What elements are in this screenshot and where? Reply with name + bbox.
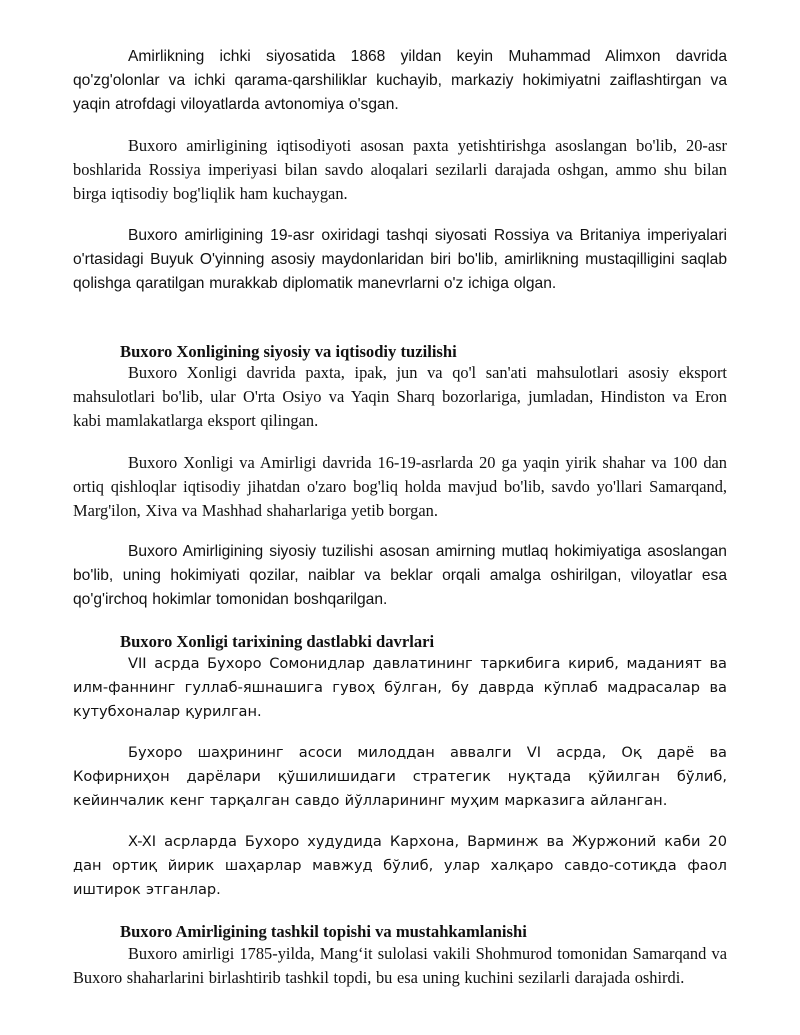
section-heading-structure: Buxoro Xonligining siyosiy va iqtisodiy tuzilishi bbox=[120, 342, 457, 361]
paragraph-founding-city: Бухоро шаҳрининг асоси милоддан аввалги VI асрда, Оқ дарё ва Кофирниҳон дарёлари қўшилишидаги стратегик нуқтада қўйилган бўлиб, кейинчалик кенг тарқалган савдо йўлларининг муҳим марказига айланган. bbox=[73, 744, 727, 810]
section-heading-early-history: Buxoro Xonligi tarixining dastlabki davrlari bbox=[120, 632, 435, 651]
paragraph-samanids: VII асрда Бухоро Сомонидлар давлатининг таркибига кириб, маданият ва илм-фаннинг гуллаб-яшнашига гувоҳ бўлган, бу даврда кўплаб мадрасалар ва кутубхоналар қурилган. bbox=[73, 655, 727, 721]
section-heading-establishment: Buxoro Amirligining tashkil topishi va mustahkamlanishi bbox=[120, 922, 527, 941]
paragraph-exports: Buxoro Xonligi davrida paxta, ipak, jun va qo'l san'ati mahsulotlari asosiy eksport mahsulotlari bo'lib, ular O'rta Osiyo va Yaqin Sharq bozorlariga, jumladan, Hindiston va Eron kabi mamlakatlarga eksport qilingan. bbox=[73, 363, 727, 431]
paragraph-1785-founding: Buxoro amirligi 1785-yilda, Mangʻit sulolasi vakili Shohmurod tomonidan Samarqand va Buxoro shaharlarini birlashtirib tashkil topdi, bu esa uning kuchini sezilarli darajada oshirdi. bbox=[73, 944, 727, 988]
paragraph-economy-cotton: Buxoro amirligining iqtisodiyoti asosan paxta yetishtirishga asoslangan bo'lib, 20-asr boshlarida Rossiya imperiyasi bilan savdo aloqalari sezilarli darajada oshgan, ammo shu bilan birga iqtisodiy bog'liqlik ham kuchaygan. bbox=[73, 136, 727, 204]
paragraph-political-structure: Buxoro Amirligining siyosiy tuzilishi asosan amirning mutlaq hokimiyatiga asoslangan bo'lib, uning hokimiyati qozilar, naiblar va beklar orqali amalga oshirilgan, viloyatlar esa qo'g'irchoq hokimlar tomonidan boshqarilgan. bbox=[73, 543, 727, 609]
paragraph-internal-politics: Amirlikning ichki siyosatida 1868 yildan keyin Muhammad Alimxon davrida qo'zg'olonlar va ichki qarama-qarshiliklar kuchayib, markaziy hokimiyatni zaiflashtirgan va yaqin atrofdagi viloyatlarda avtonomiya o'sgan. bbox=[73, 48, 727, 114]
paragraph-cities-trade: Buxoro Xonligi va Amirligi davrida 16-19-asrlarda 20 ga yaqin yirik shahar va 100 dan ortiq qishloqlar iqtisodiy jihatdan o'zaro bog'liq holda mavjud bo'lib, savdo yo'llari Samarqand, Marg'ilon, Xiva va Mashhad shaharlariga yetib borgan. bbox=[73, 453, 727, 521]
paragraph-foreign-policy: Buxoro amirligining 19-asr oxiridagi tashqi siyosati Rossiya va Britaniya imperiyalari o'rtasidagi Buyuk O'yinning asosiy maydonlaridan biri bo'lib, amirlikning mustaqilligini saqlab qolishga qaratilgan murakkab diplomatik manevrlarni o'z ichiga olgan. bbox=[73, 227, 727, 293]
paragraph-x-xi-centuries: X-XI асрларда Бухоро худудида Кархона, Варминж ва Журжоний каби 20 дан ортиқ йирик шаҳарлар мавжуд бўлиб, улар халқаро савдо-сотиқда фаол иштирок этганлар. bbox=[73, 833, 727, 899]
